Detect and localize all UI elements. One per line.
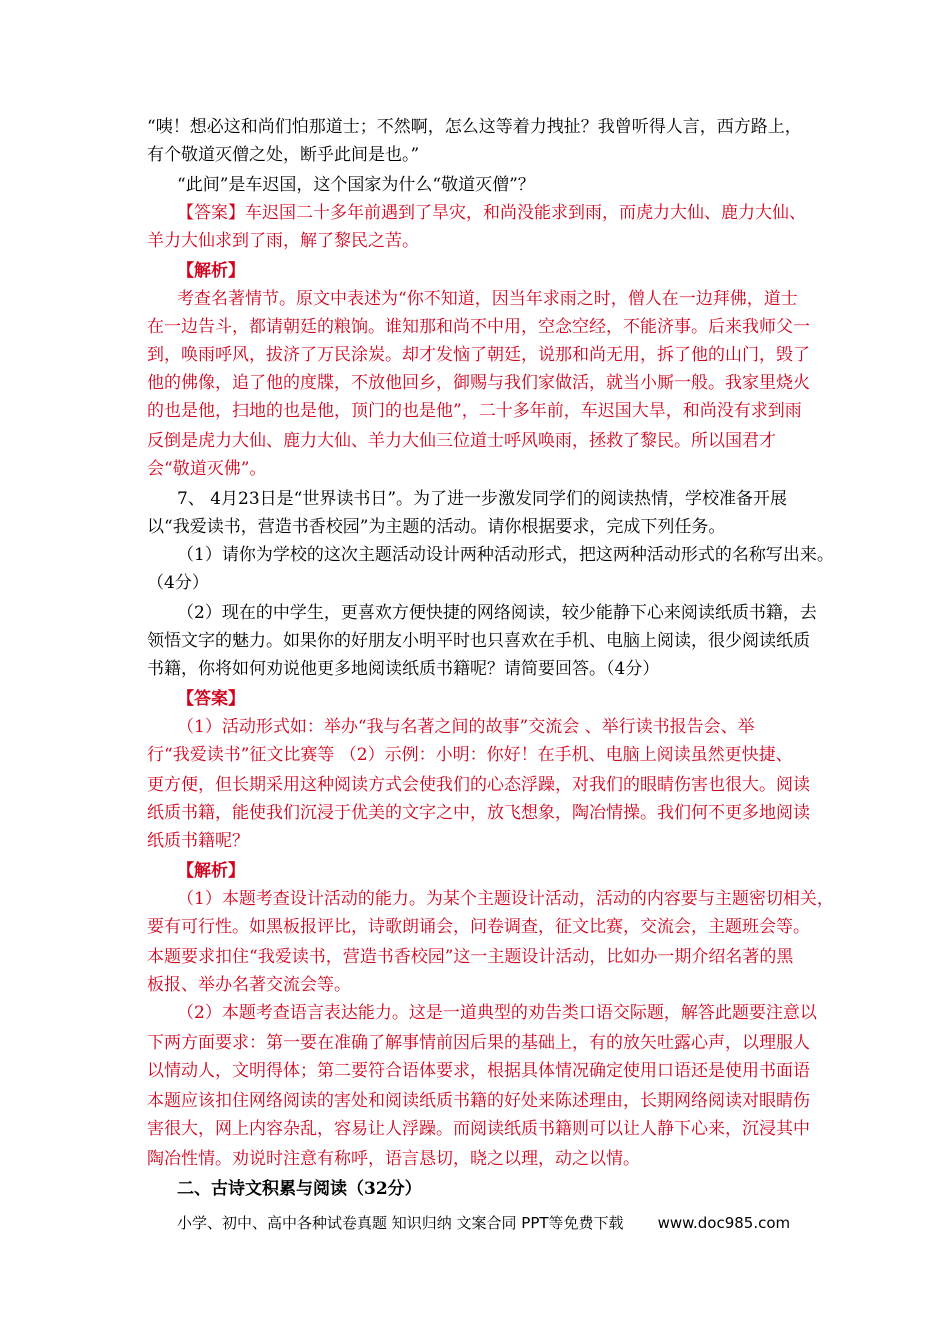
analysis-7-line-8: 本题应该扣住网络阅读的害处和阅读纸质书籍的好处来陈述理由，长期网络阅读对眼睛伤 xyxy=(147,1091,810,1111)
analysis-6-line-3: 到，唤雨呼风，拔济了万民涂炭。却才发恼了朝廷，说那和尚无用，拆了他的山门，毁了 xyxy=(147,345,810,365)
analysis-7-line-9: 害很大，网上内容杂乱，容易让人浮躁。而阅读纸质书籍则可以让人静下心来，沉浸其中 xyxy=(147,1119,810,1139)
answer-7-line-1: （1）活动形式如：举办“我与名著之间的故事”交流会 、举行读书报告会、举 xyxy=(177,717,755,737)
analysis-6-line-1: 考查名著情节。原文中表述为“你不知道，因当年求雨之时，僧人在一边拜佛，道士 xyxy=(177,289,798,309)
analysis-7-line-10: 陶冶性情。劝说时注意有称呼，语言恳切，晓之以理，动之以情。 xyxy=(147,1149,640,1169)
answer-7-line-3: 更方便，但长期采用这种阅读方式会使我们的心态浮躁，对我们的眼睛伤害也很大。阅读 xyxy=(147,775,810,795)
question-6: “此间”是车迟国，这个国家为什么“敬道灭僧”？ xyxy=(177,175,535,195)
analysis-7-line-3: 本题要求扣住“我爱读书，营造书香校园”这一主题设计活动，比如办一期介绍名著的黑 xyxy=(147,947,794,967)
answer-heading-7: 【答案】 xyxy=(177,689,245,709)
answer-6-line-1: 【答案】车迟国二十多年前遇到了旱灾，和尚没能求到雨，而虎力大仙、鹿力大仙、 xyxy=(177,203,806,223)
task-1-line-1: （1）请你为学校的这次主题活动设计两种活动形式，把这两种活动形式的名称写出来。 xyxy=(177,545,834,565)
analysis-7-line-4: 板报、举办名著交流会等。 xyxy=(147,975,351,995)
section-heading-2: 二、古诗文积累与阅读（32分） xyxy=(177,1179,422,1199)
page-footer xyxy=(177,1212,790,1234)
footer-text: 小学、初中、高中各种试卷真题 知识归纳 文案合同 PPT等免费下载 xyxy=(177,1214,624,1232)
question-7-line-2: 以“我爱读书，营造书香校园”为主题的活动。请你根据要求，完成下列任务。 xyxy=(147,517,726,537)
analysis-7-line-1: （1）本题考查设计活动的能力。为某个主题设计活动，活动的内容要与主题密切相关， xyxy=(177,889,834,909)
task-2-line-3: 书籍，你将如何劝说他更多地阅读纸质书籍呢？请简要回答。（4分） xyxy=(147,659,660,679)
analysis-7-line-7: 以情动人，文明得体；第二要符合语体要求，根据具体情况确定使用口语还是使用书面语 xyxy=(147,1061,810,1081)
analysis-6-line-7: 会“敬道灭佛”。 xyxy=(147,459,267,479)
task-2-line-2: 领悟文字的魅力。如果你的好朋友小明平时也只喜欢在手机、电脑上阅读，很少阅读纸质 xyxy=(147,631,810,651)
answer-7-line-4: 纸质书籍，能使我们沉浸于优美的文字之中，放飞想象，陶冶情操。我们何不更多地阅读 xyxy=(147,803,810,823)
question-7-line-1: 7、 4月23日是“世界读书日”。为了进一步激发同学们的阅读热情，学校准备开展 xyxy=(177,489,788,509)
quote-line-1: “咦！想必这和尚们怕那道士；不然啊，怎么这等着力拽扯？我曾听得人言，西方路上， xyxy=(147,117,802,137)
analysis-7-line-5: （2）本题考查语言表达能力。这是一道典型的劝告类口语交际题，解答此题要注意以 xyxy=(177,1003,817,1023)
analysis-heading-6: 【解析】 xyxy=(177,261,245,281)
analysis-7-line-6: 下两方面要求：第一要在准确了解事情前因后果的基础上，有的放矢吐露心声，以理服人 xyxy=(147,1033,810,1053)
analysis-heading-7: 【解析】 xyxy=(177,861,245,881)
analysis-6-line-5: 的也是他，扫地的也是他，顶门的也是他”，二十多年前，车迟国大旱，和尚没有求到雨 xyxy=(147,401,802,421)
task-2-line-1: （2）现在的中学生，更喜欢方便快捷的网络阅读，较少能静下心来阅读纸质书籍，去 xyxy=(177,603,817,623)
answer-7-line-5: 纸质书籍呢？ xyxy=(147,831,249,851)
task-1-line-2: （4分） xyxy=(147,573,209,593)
footer-url: www.doc985.com xyxy=(657,1214,791,1232)
analysis-6-line-2: 在一边告斗，都请朝廷的粮饷。谁知那和尚不中用，空念空经，不能济事。后来我师父一 xyxy=(147,317,810,337)
answer-6-line-2: 羊力大仙求到了雨，解了黎民之苦。 xyxy=(147,231,419,251)
analysis-7-line-2: 要有可行性。如黑板报评比，诗歌朗诵会，问卷调查，征文比赛，交流会，主题班会等。 xyxy=(147,917,810,937)
answer-7-line-2: 行“我爱读书”征文比赛等 （2）示例：小明：你好！在手机、电脑上阅读虽然更快捷、 xyxy=(147,745,793,765)
analysis-6-line-6: 反倒是虎力大仙、鹿力大仙、羊力大仙三位道士呼风唤雨，拯救了黎民。所以国君才 xyxy=(147,431,776,451)
quote-line-2: 有个敬道灭僧之处，断乎此间是也。” xyxy=(147,145,420,165)
analysis-6-line-4: 他的佛像，追了他的度牒，不放他回乡，御赐与我们家做活，就当小厮一般。我家里烧火 xyxy=(147,373,810,393)
